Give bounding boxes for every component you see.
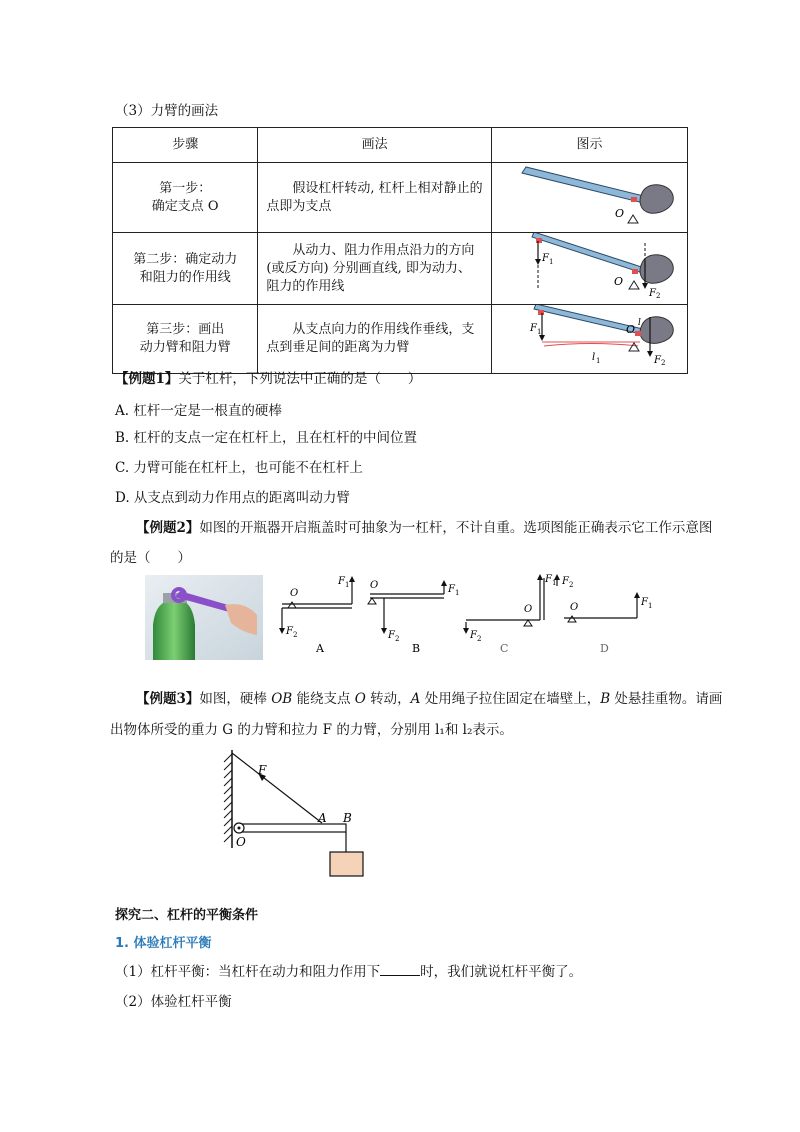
step-cell [113,305,258,374]
fulcrum-label: O [625,323,636,336]
force-f-label: F [258,763,267,777]
example1-option-c: C. 力臂可能在杠杆上，也可能不在杠杆上 [115,460,363,476]
point-a-label: A [318,811,327,825]
force-f1-sub: 1 [345,581,350,589]
arm-l2-label: l [637,318,641,328]
option-a-label: A [316,642,324,655]
force-f1-sub: 1 [455,589,460,597]
force-f2-sub: 2 [660,359,666,367]
table-header-step: 步骤 [113,128,258,163]
answer-blank[interactable] [380,963,420,976]
force-f1-label: F [529,323,537,334]
force-f2-sub: 2 [293,631,298,639]
example1-option-d: D. 从支点到动力作用点的距离叫动力臂 [115,490,350,506]
force-f2-label: F [653,355,661,366]
step-label-line2: 动力臂和阻力臂 [139,340,231,355]
example3-text-part: 如图，硬棒 [199,691,272,707]
force-f2-label: F [562,576,569,587]
force-f2-label: F [648,288,656,298]
force-f1-label: F [541,253,549,264]
example1-option-b: B. 杠杆的支点一定在杠杆上，且在杠杆的中间位置 [115,430,418,446]
force-f1-sub: 1 [648,602,653,610]
example3-lever-diagram [222,748,372,878]
force-f2-sub: 2 [569,581,574,589]
explore2-subtitle: 1. 体验杠杆平衡 [115,936,212,951]
example2-question-line2: 的是（ ） [110,550,191,566]
example2-tag: 【例题2】 [136,520,200,536]
example3-text-part: A [410,691,421,707]
section-heading: （3）力臂的画法 [115,103,219,119]
fulcrum-label: O [613,275,624,288]
example1-question [115,367,421,387]
table-row [113,163,688,233]
force-f2-label: F [388,630,395,641]
example3-text-part: 处悬挂重物。请画 [610,691,723,707]
step-label-line2: 和阻力的作用线 [139,269,231,285]
bottle-opener-photo [145,575,263,660]
force-f1-label: F [338,576,345,587]
fulcrum-label: O [570,602,579,613]
figure-cell [491,233,687,305]
lever-arm-steps-table [112,127,688,374]
example3-text-part: B [600,691,611,707]
arm-l1-label: l [591,352,596,363]
option-b-diagram [368,580,459,655]
explore2-title: 探究二、杠杆的平衡条件 [115,908,259,923]
lever-figure-step1 [492,163,687,226]
step-label-line2: 确定支点 O [151,198,219,214]
force-f1-sub: 1 [548,258,554,266]
force-f2-label: F [286,626,293,637]
fulcrum-label: O [524,604,533,615]
example2-options-diagram [272,572,672,657]
step-cell [113,163,258,233]
force-f1-sub: 1 [552,579,557,587]
force-f1-sub: 1 [536,328,542,336]
example2-text: 如图的开瓶器开启瓶盖时可抽象为一杠杆，不计自重。选项图能正确表示它工作示意图 [199,520,713,536]
example3-text-part: 能绕支点 [292,691,355,707]
option-b-label: B [412,642,421,655]
step-cell [113,233,258,305]
example1-option-a: A. 杠杆一定是一根直的硬棒 [115,403,282,419]
option-d-diagram [564,592,652,655]
option-a-diagram [279,576,355,655]
fulcrum-label: O [290,588,299,599]
example3-text-part: OB [271,691,293,707]
force-f2-sub: 2 [655,292,661,298]
explore2-item2: （2）体验杠杆平衡 [115,994,232,1010]
example3-question-line1 [136,687,722,707]
table-header-method: 画法 [258,128,492,163]
fulcrum-label: O [370,580,379,591]
force-f2-sub: 2 [395,635,400,643]
point-b-label: B [343,811,352,825]
step-label-line1: 第二步：确定动力 [133,251,238,267]
lever-figure-step3 [492,305,687,367]
force-f1-label: F [448,584,455,595]
table-header-figure: 图示 [491,128,687,163]
example1-text: 关于杠杆，下列说法中正确的是（ ） [178,371,422,387]
method-cell: 从支点向力的作用线作垂线，支点到垂足间的距离为力臂 [258,305,492,374]
option-d-label: D [600,642,609,655]
method-cell: 假设杠杆转动, 杠杆上相对静止的点即为支点 [258,163,492,233]
step-label-line1: 第三步：画出 [146,322,225,337]
force-f2-sub: 2 [477,635,482,643]
fulcrum-label: O [614,207,625,220]
force-f1-label: F [545,574,552,585]
force-f1-label: F [641,597,648,608]
point-o-label: O [236,835,246,849]
figure-cell [491,305,687,374]
example1-tag: 【例题1】 [115,371,179,387]
example3-tag: 【例题3】 [136,691,200,707]
item1-text-b: 时，我们就说杠杆平衡了。 [420,964,583,980]
force-f2-label: F [470,630,477,641]
method-cell: 从动力、阻力作用点沿力的方向(或反方向) 分别画直线, 即为动力、阻力的作用线 [258,233,492,305]
figure-cell [491,163,687,233]
item1-text-a: （1）杠杆平衡：当杠杆在动力和阻力作用下 [115,964,381,980]
example3-text-part: O [354,691,366,707]
example3-text-part: 处用绳子拉住固定在墙壁上， [420,691,601,707]
table-row [113,305,688,374]
option-c-label: C [500,642,509,655]
lever-figure-step2 [492,233,687,298]
table-row [113,233,688,305]
example3-text-part: 转动， [365,691,411,707]
step-label-line1: 第一步： [159,180,212,196]
option-c-diagram [463,574,573,655]
example3-question-line2: 出物体所受的重力 G 的力臂和拉力 F 的力臂，分别用 l₁和 l₂表示。 [110,722,513,738]
arm-l1-sub: 1 [595,357,601,365]
explore2-item1 [115,960,582,980]
example2-question-line1 [136,516,712,536]
